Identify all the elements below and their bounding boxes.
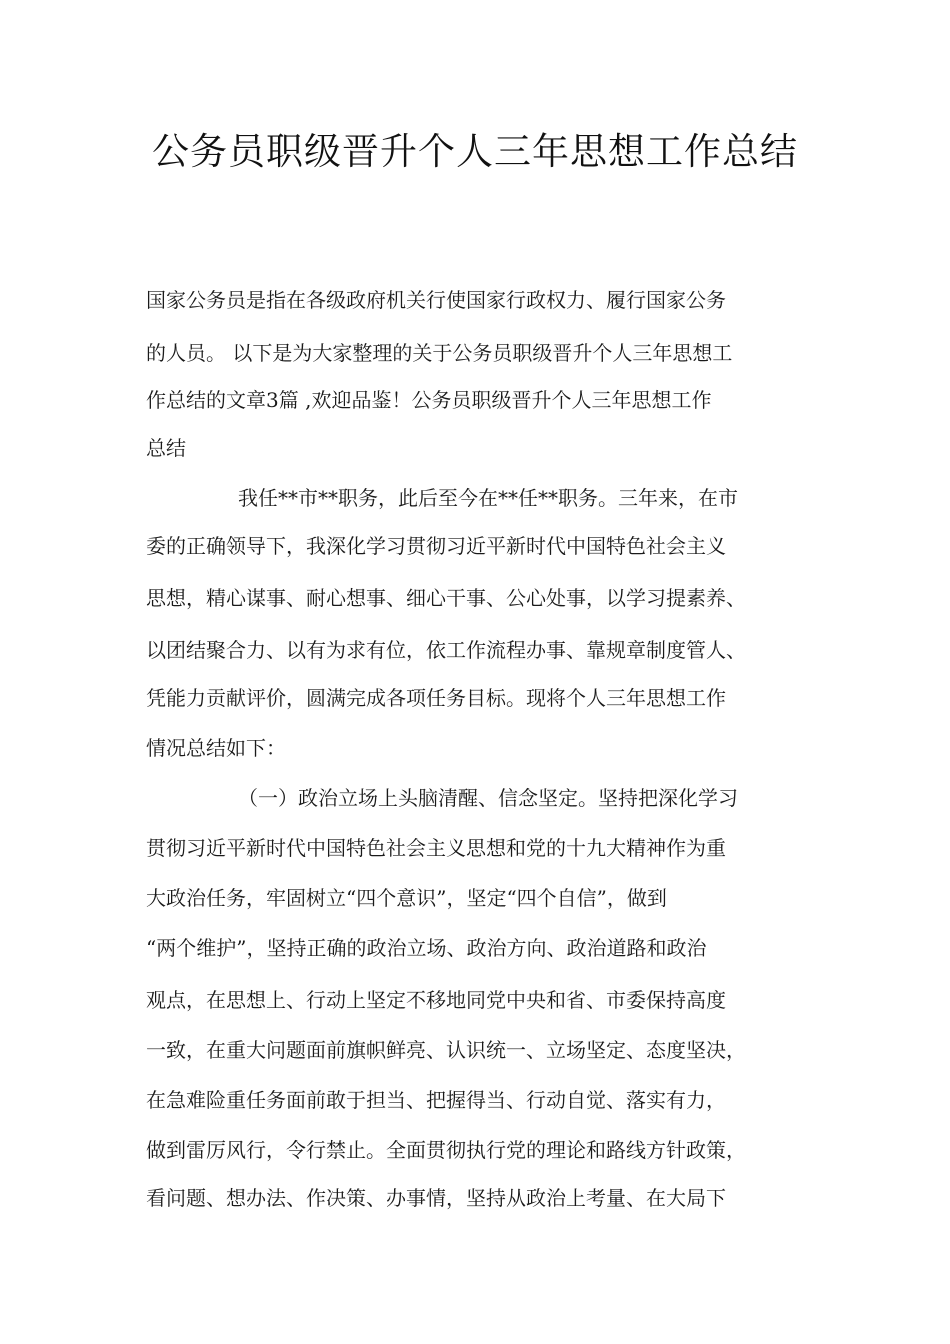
body-line: 总结 (146, 436, 186, 460)
body-line: 在急难险重任务面前敢于担当、把握得当、行动自觉、落实有力， (146, 1088, 726, 1112)
body-line: 一致，在重大问题面前旗帜鲜亮、认识统一、立场坚定、态度坚决， (146, 1038, 746, 1062)
body-line: （一）政治立场上头脑清醒、信念坚定。坚持把深化学习 (238, 786, 738, 810)
body-line: 做到雷厉风行，令行禁止。全面贯彻执行党的理论和路线方针政策， (146, 1138, 746, 1162)
body-line: 作总结的文章3篇 ,欢迎品鉴！公务员职级晋升个人三年思想工作 (146, 388, 712, 412)
body-line: 大政治任务，牢固树立“四个意识”，坚定“四个自信”，做到 (146, 886, 667, 910)
body-line: 贯彻习近平新时代中国特色社会主义思想和党的十九大精神作为重 (146, 836, 726, 860)
body-line: “两个维护”，坚持正确的政治立场、政治方向、政治道路和政治 (146, 936, 707, 960)
body-line: 的人员。 以下是为大家整理的关于公务员职级晋升个人三年思想工 (146, 341, 733, 365)
body-line: 凭能力贡献评价，圆满完成各项任务目标。现将个人三年思想工作 (146, 686, 726, 710)
body-line: 思想，精心谋事、耐心想事、细心干事、公心处事，以学习提素养、 (146, 586, 746, 610)
body-line: 我任**市**职务，此后至今在**任**职务。三年来，在市 (238, 486, 738, 510)
body-line: 情况总结如下： (146, 736, 286, 760)
document-title: 公务员职级晋升个人三年思想工作总结 (152, 130, 798, 173)
body-line: 以团结聚合力、以有为求有位，依工作流程办事、靠规章制度管人、 (146, 638, 746, 662)
body-line: 国家公务员是指在各级政府机关行使国家行政权力、履行国家公务 (146, 288, 726, 312)
body-line: 委的正确领导下，我深化学习贯彻习近平新时代中国特色社会主义 (146, 534, 726, 558)
body-line: 看问题、想办法、作决策、办事情，坚持从政治上考量、在大局下 (146, 1186, 726, 1210)
body-line: 观点，在思想上、行动上坚定不移地同党中央和省、市委保持高度 (146, 988, 726, 1012)
